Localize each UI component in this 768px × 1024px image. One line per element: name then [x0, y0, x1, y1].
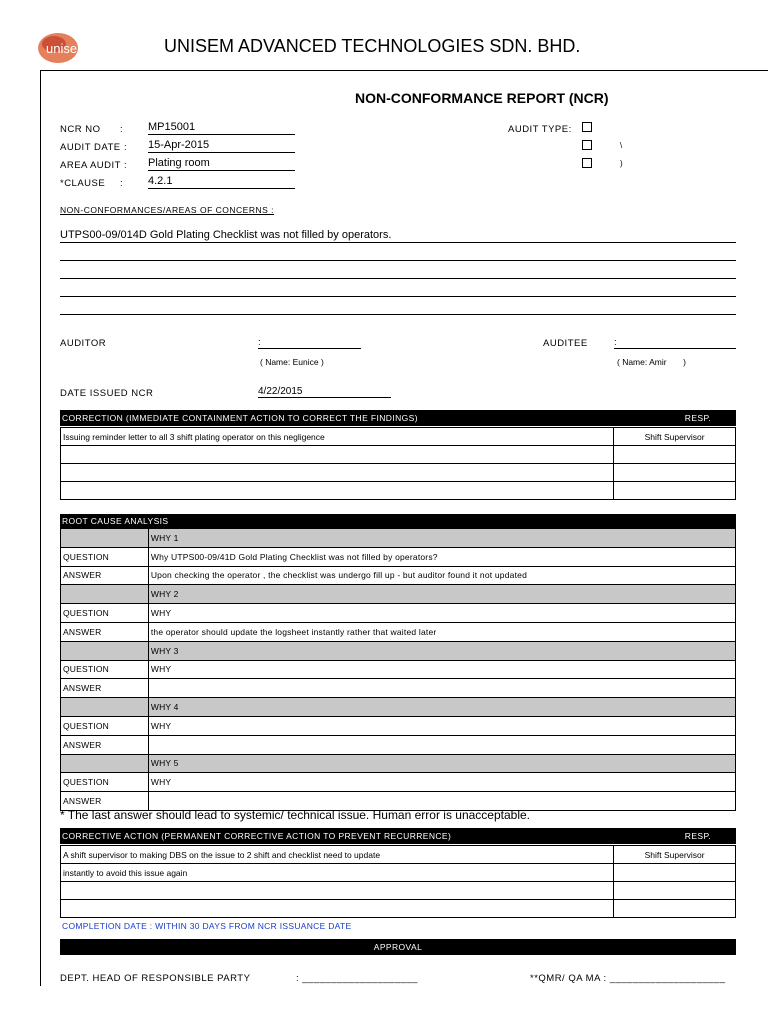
why-label: WHY 3 — [148, 641, 735, 660]
ncr-no-value: MP15001 — [148, 121, 295, 135]
date-issued-label: DATE ISSUED NCR — [60, 388, 154, 399]
completion-date-note: COMPLETION DATE : WITHIN 30 DAYS FROM NCR ISSUANCE DATE — [62, 921, 352, 931]
table-row — [61, 882, 736, 900]
corrective-resp: Shift Supervisor — [614, 846, 736, 864]
approval-header — [60, 939, 736, 955]
nc-text: UTPS00-09/014D Gold Plating Checklist was not filled by operators. — [60, 229, 392, 241]
colon: : — [120, 178, 124, 189]
nc-line — [60, 296, 736, 297]
corrective-heading: CORRECTIVE ACTION (PERMANENT CORRECTIVE ACTION TO PREVENT RECURRENCE) — [62, 831, 452, 841]
audit-type-checkbox-3[interactable] — [582, 158, 592, 168]
correction-header — [60, 410, 736, 426]
clause-label: *CLAUSE — [60, 178, 106, 189]
answer-label: ANSWER — [61, 735, 149, 754]
why-row — [61, 641, 736, 660]
correction-text — [61, 482, 614, 500]
why-label: WHY 5 — [148, 754, 735, 773]
audit-type-label: AUDIT TYPE: — [508, 124, 572, 135]
question-row — [61, 716, 736, 735]
corrective-resp-label: RESP. — [684, 831, 712, 841]
audit-type-option-3: ) — [620, 159, 623, 168]
correction-resp-label: RESP. — [684, 413, 712, 423]
corrective-resp — [614, 882, 736, 900]
area-audit-value: Plating room — [148, 157, 295, 171]
correction-resp: Shift Supervisor — [614, 428, 736, 446]
colon: : — [120, 124, 124, 135]
nc-line — [60, 242, 736, 243]
answer-row — [61, 679, 736, 698]
table-row — [61, 428, 736, 446]
question-label: QUESTION — [61, 660, 149, 679]
question-label: QUESTION — [61, 773, 149, 792]
why-label: WHY 2 — [148, 585, 735, 604]
auditor-signature-line: : — [258, 337, 361, 349]
why-answer: the operator should update the logsheet instantly rather that waited later — [148, 622, 735, 641]
colon: : — [124, 160, 128, 171]
ncr-no-label: NCR NO — [60, 124, 101, 135]
correction-text — [61, 464, 614, 482]
audit-type-checkbox-1[interactable] — [582, 122, 592, 132]
frame-top-border — [40, 70, 768, 71]
table-row — [61, 482, 736, 500]
report-title: NON-CONFORMANCE REPORT (NCR) — [355, 90, 609, 106]
audit-type-checkbox-2[interactable] — [582, 140, 592, 150]
table-row — [61, 464, 736, 482]
correction-table — [60, 427, 736, 500]
rca-table — [60, 528, 736, 811]
auditee-name: ( Name: Amir ) — [617, 357, 686, 367]
nc-line — [60, 260, 736, 261]
question-row — [61, 547, 736, 566]
clause-value: 4.2.1 — [148, 175, 295, 189]
colon: : — [124, 142, 128, 153]
unisem-logo — [34, 28, 114, 68]
corrective-text: A shift supervisor to making DBS on the issue to 2 shift and checklist need to update — [61, 846, 614, 864]
why-row — [61, 529, 736, 548]
auditee-label: AUDITEE — [543, 338, 588, 349]
nc-line — [60, 278, 736, 279]
area-audit-label: AREA AUDIT — [60, 160, 121, 171]
why-answer — [148, 735, 735, 754]
why-question: WHY — [148, 716, 735, 735]
question-row — [61, 660, 736, 679]
why-question: WHY — [148, 604, 735, 623]
corrective-text — [61, 900, 614, 918]
table-row — [61, 864, 736, 882]
question-row — [61, 604, 736, 623]
rca-header — [60, 514, 736, 528]
table-row — [61, 900, 736, 918]
auditor-label: AUDITOR — [60, 338, 107, 349]
question-label: QUESTION — [61, 547, 149, 566]
approval-heading: APPROVAL — [373, 942, 423, 952]
answer-label: ANSWER — [61, 622, 149, 641]
correction-heading: CORRECTION (IMMEDIATE CONTAINMENT ACTION TO CORRECT THE FINDINGS) — [62, 413, 418, 423]
question-label: QUESTION — [61, 604, 149, 623]
nc-heading: NON-CONFORMANCES/AREAS OF CONCERNS : — [60, 205, 274, 215]
audit-type-option-2: \ — [620, 141, 623, 150]
corrective-resp — [614, 864, 736, 882]
logo-text: unisem — [46, 41, 88, 56]
company-name: UNISEM ADVANCED TECHNOLOGIES SDN. BHD. — [164, 36, 581, 56]
corrective-text: instantly to avoid this issue again — [61, 864, 614, 882]
corrective-resp — [614, 900, 736, 918]
corrective-header — [60, 828, 736, 844]
audit-date-label: AUDIT DATE — [60, 142, 121, 153]
frame-left-border — [40, 70, 41, 986]
correction-resp — [614, 482, 736, 500]
why-label: WHY 1 — [148, 529, 735, 548]
rca-note: * The last answer should lead to systemic/ technical issue. Human error is unacceptable. — [60, 808, 531, 822]
answer-row — [61, 566, 736, 585]
why-answer — [148, 679, 735, 698]
answer-label: ANSWER — [61, 566, 149, 585]
dept-head-signature-line: : ____________________ — [296, 973, 418, 984]
correction-text: Issuing reminder letter to all 3 shift plating operator on this negligence — [61, 428, 614, 446]
answer-label: ANSWER — [61, 679, 149, 698]
dept-head-label: DEPT. HEAD OF RESPONSIBLE PARTY — [60, 973, 251, 984]
why-row — [61, 698, 736, 717]
answer-row — [61, 735, 736, 754]
why-label: WHY 4 — [148, 698, 735, 717]
date-issued-value: 4/22/2015 — [258, 386, 391, 398]
correction-resp — [614, 464, 736, 482]
qmr-label: **QMR/ QA MA : ____________________ — [530, 973, 726, 984]
why-row — [61, 754, 736, 773]
nc-line — [60, 314, 736, 315]
why-row — [61, 585, 736, 604]
answer-row — [61, 622, 736, 641]
why-question: WHY — [148, 773, 735, 792]
auditee-signature-line: : — [614, 337, 736, 349]
audit-date-value: 15-Apr-2015 — [148, 139, 295, 153]
answer-label: ANSWER — [61, 792, 149, 811]
why-answer: Upon checking the operator , the checklist was undergo fill up - but auditor found it not updated — [148, 566, 735, 585]
question-label: QUESTION — [61, 716, 149, 735]
auditor-name: ( Name: Eunice ) — [260, 357, 324, 367]
rca-heading: ROOT CAUSE ANALYSIS — [62, 516, 169, 526]
correction-resp — [614, 446, 736, 464]
corrective-table — [60, 845, 736, 918]
why-question: WHY — [148, 660, 735, 679]
why-question: Why UTPS00-09/41D Gold Plating Checklist was not filled by operators? — [148, 547, 735, 566]
correction-text — [61, 446, 614, 464]
corrective-text — [61, 882, 614, 900]
table-row — [61, 446, 736, 464]
table-row — [61, 846, 736, 864]
question-row — [61, 773, 736, 792]
